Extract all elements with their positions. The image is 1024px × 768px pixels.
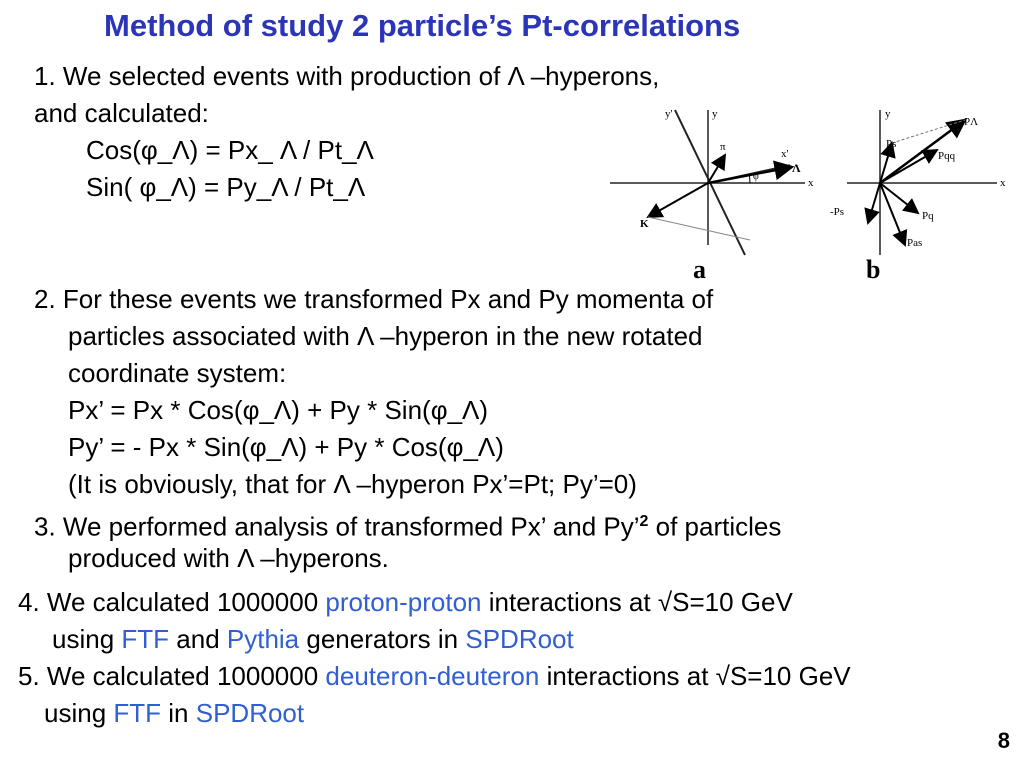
- b-pqq: Pqq: [938, 150, 956, 162]
- item4-using: using: [52, 624, 122, 654]
- page-number: 8: [997, 728, 1010, 753]
- item4-spdroot: SPDRoot: [465, 624, 574, 654]
- item5-using: using: [44, 698, 114, 728]
- item2-line3: coordinate system:: [68, 358, 287, 388]
- b-pq: Pq: [922, 210, 934, 222]
- item3-line2: produced with Λ –hyperons.: [68, 543, 389, 573]
- a-y-prime: y': [665, 108, 673, 120]
- b-pas: Pas: [907, 237, 923, 249]
- item4-ftf: FTF: [121, 624, 170, 654]
- minus-ps-vector: [868, 183, 880, 223]
- panel-b-letter: b: [866, 255, 881, 284]
- item4-pythia: Pythia: [226, 624, 300, 654]
- item5-spdroot: SPDRoot: [195, 698, 305, 728]
- item4-and: and: [169, 624, 227, 654]
- item2-line1: 2. For these events we transformed Px and Py momenta of: [34, 284, 714, 314]
- slide-title: Method of study 2 particle’s Pt-correlations: [104, 8, 741, 43]
- panel-a-letter: a: [693, 255, 706, 284]
- item5-deuteron-deuteron: deuteron-deuteron: [325, 661, 540, 691]
- item1-line2: and calculated:: [34, 98, 209, 128]
- a-x: x: [808, 177, 814, 189]
- a-phi: φ: [753, 171, 759, 182]
- a-x-prime: x': [781, 148, 789, 160]
- item4-line2: [52, 621, 574, 658]
- b-ps: Ps: [886, 138, 897, 150]
- py-prime-formula: Py’ = - Px * Sin(φ_Λ) + Py * Cos(φ_Λ): [68, 432, 504, 462]
- b-p-lambda: PΛ: [964, 116, 979, 128]
- item4-pre: 4. We calculated 1000000: [18, 587, 326, 617]
- panel-a: [610, 108, 814, 284]
- px-prime-formula: Px’ = Px * Cos(φ_Λ) + Py * Sin(φ_Λ): [68, 395, 489, 425]
- b-minus-ps: -Ps: [830, 206, 845, 218]
- rotation-diagram: [600, 95, 1020, 285]
- item4-line1: [18, 584, 793, 621]
- a-pi: π: [720, 141, 726, 153]
- item2-line2: particles associated with Λ –hyperon in the new rotated: [68, 321, 703, 351]
- b-x: x: [1000, 177, 1006, 189]
- item5-ftf: FTF: [113, 698, 162, 728]
- sin-formula: Sin( φ_Λ) = Py_Λ / Pt_Λ: [86, 172, 366, 202]
- item4-mid: interactions at √S=10 GeV: [481, 587, 793, 617]
- pion-vector: [708, 155, 725, 183]
- item3-line1-post: of particles: [648, 511, 782, 542]
- item1-line1: 1. We selected events with production of Λ –hyperons,: [34, 61, 660, 91]
- item5-line1: [18, 658, 851, 695]
- item5-mid: interactions at √S=10 GeV: [539, 661, 851, 691]
- item2-line6: (It is obviously, that for Λ –hyperon Px’=Pt; Py’=0): [68, 469, 637, 499]
- item5-pre: 5. We calculated 1000000: [18, 661, 326, 691]
- item4-proton-proton: proton-proton: [325, 587, 482, 617]
- b-y: y: [885, 108, 891, 120]
- item4-gen: generators in: [299, 624, 466, 654]
- item3-superscript: 2: [639, 513, 649, 530]
- panel-b: [830, 108, 1006, 284]
- a-kaon: K: [640, 218, 649, 230]
- item5-line2: [44, 695, 304, 732]
- kaon-vector: [648, 183, 708, 217]
- item3-line1-pre: 3. We performed analysis of transformed Px’ and Py’: [34, 511, 640, 542]
- a-lambda: Λ: [792, 161, 801, 175]
- item5-in: in: [161, 698, 196, 728]
- a-y: y: [712, 108, 718, 120]
- cos-formula: Cos(φ_Λ) = Px_ Λ / Pt_Λ: [86, 135, 374, 165]
